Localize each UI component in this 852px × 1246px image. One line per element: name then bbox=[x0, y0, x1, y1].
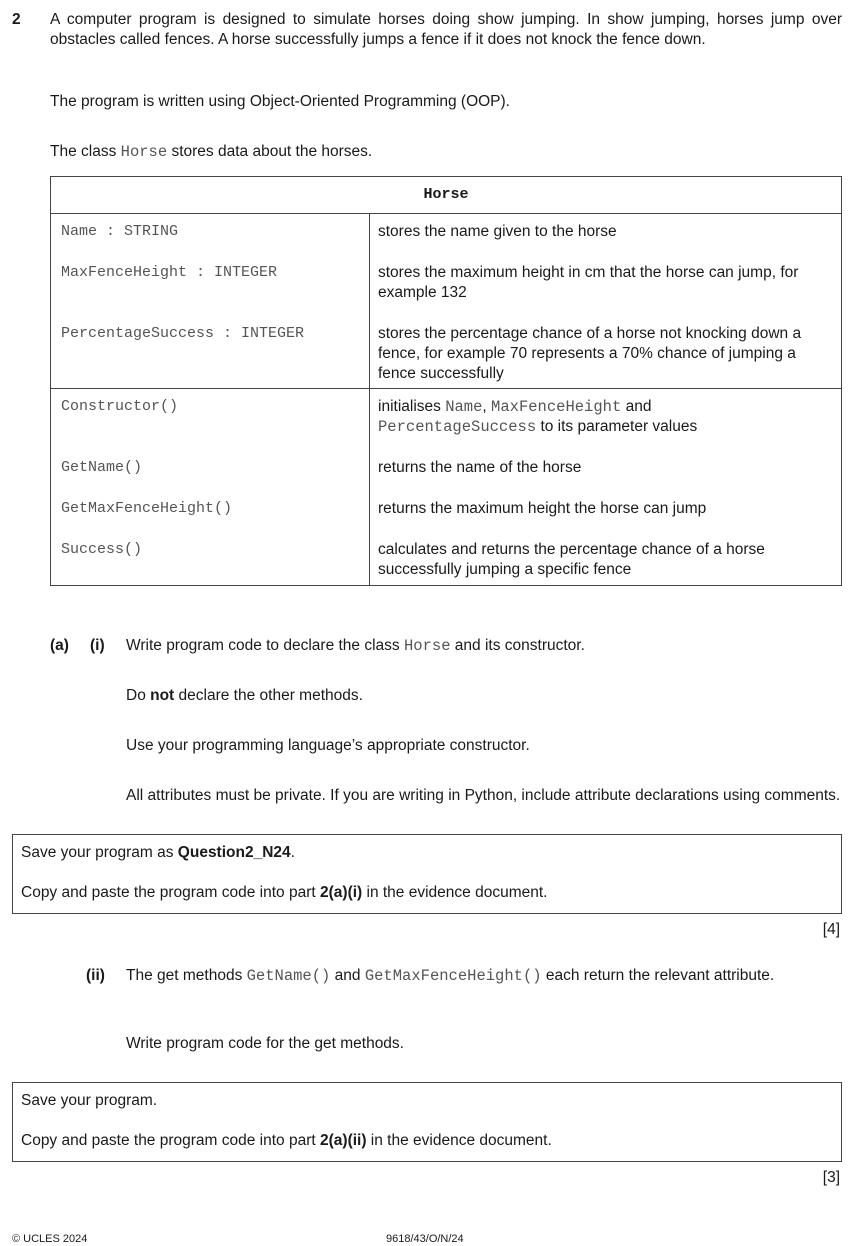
footer-paper-code: 9618/43/O/N/24 bbox=[386, 1233, 464, 1245]
part-a-ii-line1-post: each return the relevant attribute. bbox=[541, 967, 775, 984]
oop-line: The program is written using Object-Oriented Programming (OOP). bbox=[50, 93, 510, 110]
box-a-i-line2-pre: Copy and paste the program code into part bbox=[21, 884, 320, 901]
attr-maxfenceheight-desc: stores the maximum height in cm that the horse can jump, for example 132 bbox=[378, 264, 799, 301]
constructor-desc-pre: initialises bbox=[378, 398, 446, 415]
attr-percentagesuccess-desc: stores the percentage chance of a horse not knocking down a fence, for example 70 represents a 70% chance of jumping a fence successfully bbox=[378, 325, 802, 382]
method-getname: GetName() bbox=[61, 459, 143, 476]
class-line bbox=[50, 142, 372, 162]
part-a-ii-code-getmaxfenceheight: GetMaxFenceHeight() bbox=[364, 967, 542, 985]
part-a-ii-line2: Write program code for the get methods. bbox=[126, 1035, 404, 1052]
box-a-i-line2 bbox=[21, 883, 547, 903]
footer-copyright: © UCLES 2024 bbox=[12, 1233, 88, 1245]
part-a-i-line2 bbox=[126, 686, 363, 706]
attributes-names bbox=[51, 214, 370, 389]
part-a-i-line1-post: and its constructor. bbox=[450, 637, 585, 654]
attr-name-desc: stores the name given to the horse bbox=[378, 223, 617, 240]
part-a-i-line4: All attributes must be private. If you are writing in Python, include attribute declarations using comments. bbox=[126, 787, 841, 804]
attr-maxfenceheight: MaxFenceHeight : INTEGER bbox=[61, 264, 278, 281]
part-i-label: (i) bbox=[90, 637, 105, 654]
box-a-ii-line1: Save your program. bbox=[21, 1092, 158, 1109]
marks-a-ii: [3] bbox=[822, 1169, 840, 1186]
horse-class-table bbox=[50, 176, 842, 586]
question-intro: A computer program is designed to simulate horses doing show jumping. In show jumping, horses jump over obstacles called fences. A horse successfully jumps a fence if it does not knock the fence down. bbox=[50, 11, 842, 48]
part-a-i-line1 bbox=[126, 636, 585, 656]
constructor-desc-and: and bbox=[621, 398, 652, 415]
class-line-pre: The class bbox=[50, 143, 121, 160]
class-line-post: stores data about the horses. bbox=[167, 143, 373, 160]
marks-a-i: [4] bbox=[822, 921, 840, 938]
methods-names bbox=[51, 389, 370, 586]
constructor-desc-code-percentage: PercentageSuccess bbox=[378, 418, 537, 436]
part-a-i-line2-post: declare the other methods. bbox=[174, 687, 363, 704]
part-a-i-line1-pre: Write program code to declare the class bbox=[126, 637, 404, 654]
box-a-i-part: 2(a)(i) bbox=[320, 884, 363, 901]
method-success-desc: calculates and returns the percentage chance of a horse successfully jumping a specific fence bbox=[378, 541, 765, 578]
method-constructor-desc bbox=[370, 397, 841, 437]
part-a-ii-line1 bbox=[126, 966, 842, 986]
question-number: 2 bbox=[12, 11, 21, 28]
part-a-ii-line1-pre: The get methods bbox=[126, 967, 247, 984]
part-a-i-line3: Use your programming language’s appropriate constructor. bbox=[126, 737, 530, 754]
class-table-header: Horse bbox=[51, 177, 842, 214]
box-a-ii-line2 bbox=[21, 1131, 552, 1151]
part-ii-label: (ii) bbox=[86, 967, 105, 984]
part-a-i-line1-code: Horse bbox=[403, 637, 451, 655]
box-a-ii-line2-pre: Copy and paste the program code into part bbox=[21, 1132, 320, 1149]
constructor-desc-mid: , bbox=[482, 398, 492, 415]
method-success: Success() bbox=[61, 541, 143, 558]
constructor-desc-post: to its parameter values bbox=[536, 418, 698, 435]
box-a-i-line2-post: in the evidence document. bbox=[362, 884, 548, 901]
part-a-ii-code-getname: GetName() bbox=[246, 967, 331, 985]
methods-row bbox=[51, 389, 842, 586]
part-a-i-line2-bold: not bbox=[150, 687, 175, 704]
instruction-box-a-ii bbox=[12, 1082, 842, 1162]
instruction-box-a-i bbox=[12, 834, 842, 914]
method-getmaxfenceheight-desc: returns the maximum height the horse can jump bbox=[378, 500, 707, 517]
constructor-desc-code-maxfence: MaxFenceHeight bbox=[491, 398, 622, 416]
methods-descriptions bbox=[370, 389, 842, 586]
method-getname-desc: returns the name of the horse bbox=[378, 459, 582, 476]
part-a-label: (a) bbox=[50, 637, 69, 654]
part-a-ii-and: and bbox=[330, 967, 365, 984]
attr-percentagesuccess: PercentageSuccess : INTEGER bbox=[61, 325, 305, 342]
attributes-descriptions bbox=[370, 214, 842, 389]
box-a-i-line1 bbox=[21, 843, 295, 863]
attr-name: Name : STRING bbox=[61, 223, 179, 240]
box-a-i-filename: Question2_N24 bbox=[177, 844, 291, 861]
part-a-i-line2-pre: Do bbox=[126, 687, 151, 704]
attributes-row bbox=[51, 214, 842, 389]
method-getmaxfenceheight: GetMaxFenceHeight() bbox=[61, 500, 233, 517]
box-a-i-line1-pre: Save your program as bbox=[21, 844, 178, 861]
constructor-desc-code-name: Name bbox=[445, 398, 483, 416]
box-a-ii-part: 2(a)(ii) bbox=[320, 1132, 367, 1149]
class-line-code: Horse bbox=[120, 143, 168, 161]
box-a-ii-line2-post: in the evidence document. bbox=[366, 1132, 552, 1149]
method-constructor: Constructor() bbox=[61, 398, 179, 415]
box-a-i-line1-post: . bbox=[290, 844, 295, 861]
